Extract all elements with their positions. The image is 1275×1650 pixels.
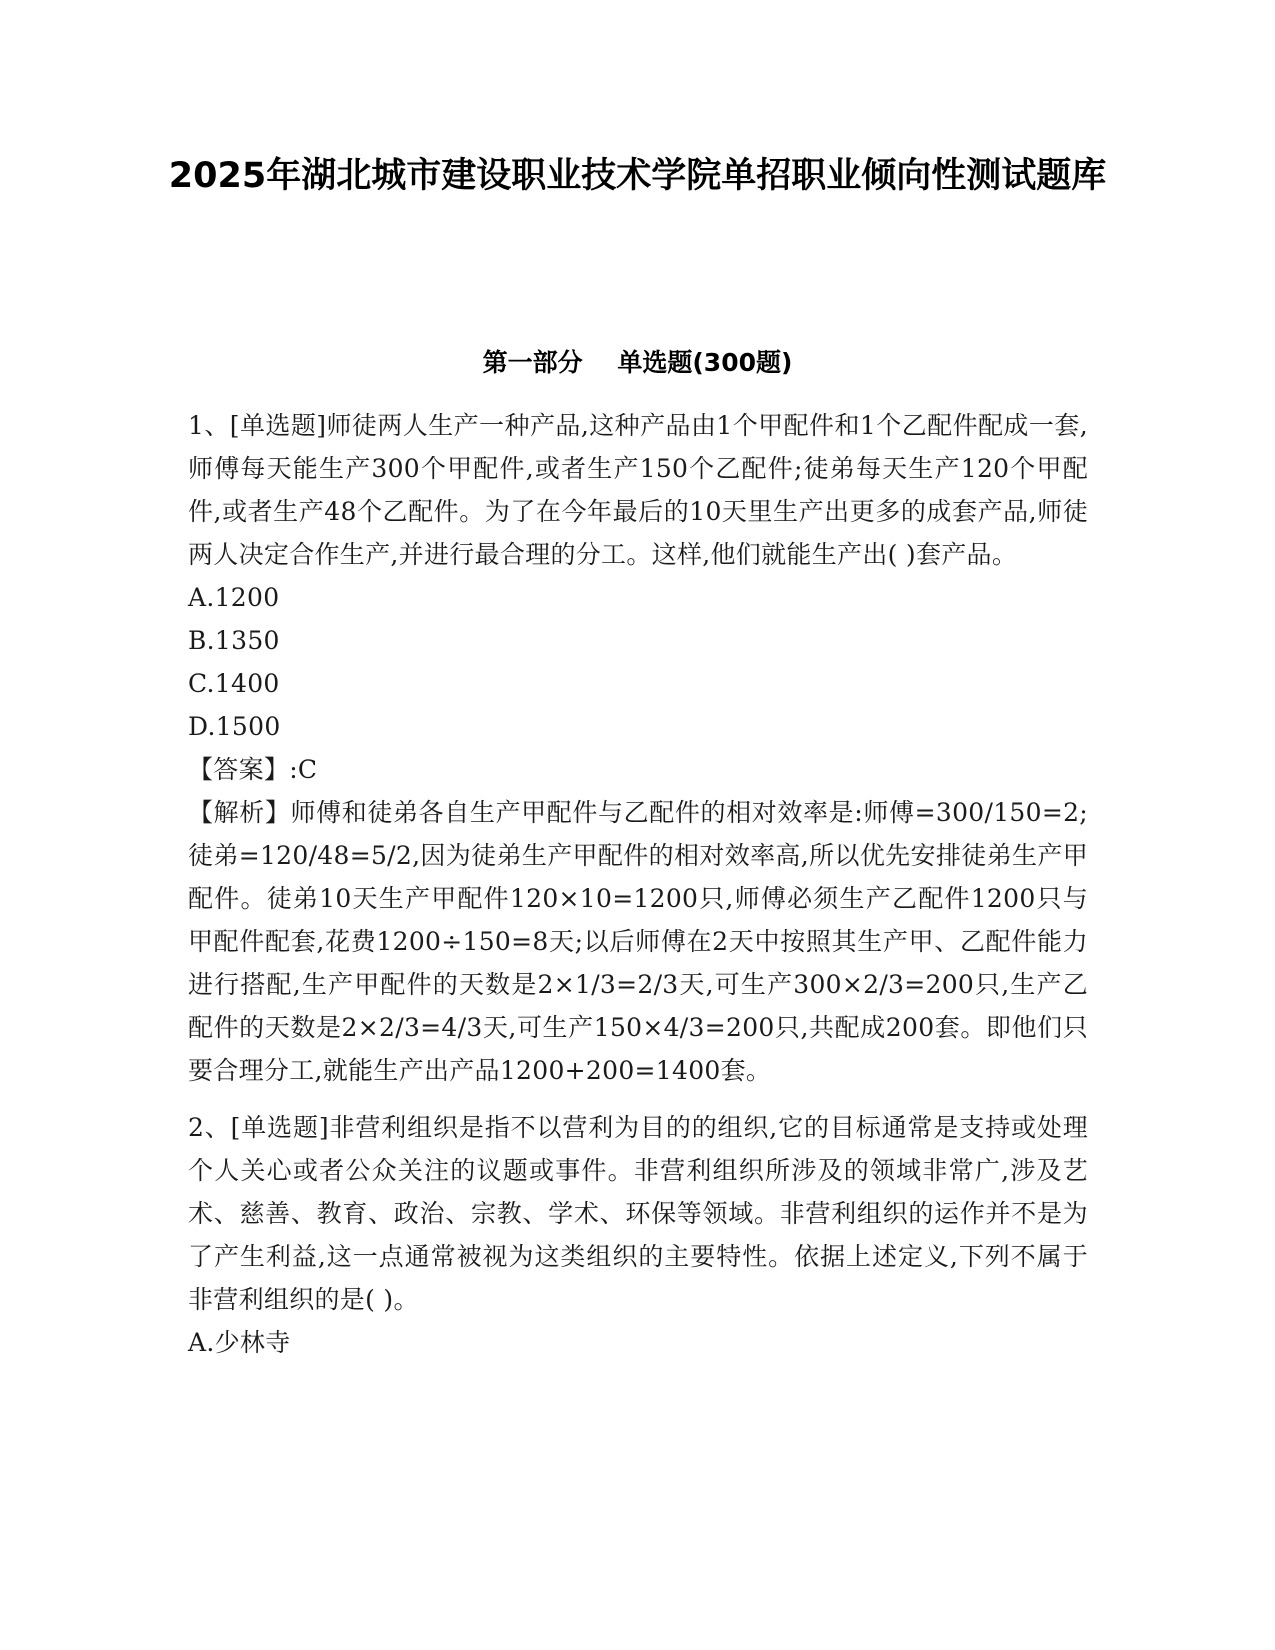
question-stem: 1、[单选题]师徒两人生产一种产品,这种产品由1个甲配件和1个乙配件配成一套,师傅每天能生产300个甲配件,或者生产150个乙配件;徒弟每天生产120个甲配件,或者生产48个乙配件。为了在今年最后的10天里生产出更多的成套产品,师徒两人决定合作生产,并进行最合理的分工。这样,他们就能生产出( )套产品。 [188, 411, 1088, 569]
option-c: C.1400 [188, 669, 280, 698]
answer-value: :C [289, 755, 318, 784]
question-item [188, 404, 1088, 1092]
option-b: B.1350 [188, 626, 280, 655]
answer-line [188, 748, 1088, 791]
answer-label: 【答案】 [188, 755, 290, 784]
analysis-label: 【解析】 [188, 798, 291, 827]
document-title: 2025年湖北城市建设职业技术学院单招职业倾向性测试题库 [168, 156, 1107, 196]
option-a: A.1200 [188, 583, 280, 612]
question-item [188, 1106, 1088, 1364]
section-heading: 第一部分 单选题(300题) [482, 348, 793, 377]
question-list [188, 404, 1088, 1378]
option-a: A.少林寺 [188, 1328, 291, 1357]
question-stem: 2、[单选题]非营利组织是指不以营利为目的的组织,它的目标通常是支持或处理个人关心或者公众关注的议题或事件。非营利组织所涉及的领域非常广,涉及艺术、慈善、教育、政治、宗教、学术、环保等领域。非营利组织的运作并不是为了产生利益,这一点通常被视为这类组织的主要特性。依据上述定义,下列不属于非营利组织的是( )。 [188, 1113, 1088, 1314]
analysis-paragraph [188, 791, 1088, 1092]
analysis-text: 师傅和徒弟各自生产甲配件与乙配件的相对效率是:师傅=300/150=2;徒弟=120/48=5/2,因为徒弟生产甲配件的相对效率高,所以优先安排徒弟生产甲配件。徒弟10天生产甲配件120×10=1200只,师傅必须生产乙配件1200只与甲配件配套,花费1200÷150=8天;以后师傅在2天中按照其生产甲、乙配件能力进行搭配,生产甲配件的天数是2×1/3=2/3天,可生产300×2/3=200只,生产乙配件的天数是2×2/3=4/3天,可生产150×4/3=200只,共配成200套。即他们只要合理分工,就能生产出产品1200+200=1400套。 [188, 798, 1088, 1085]
option-d: D.1500 [188, 712, 281, 741]
